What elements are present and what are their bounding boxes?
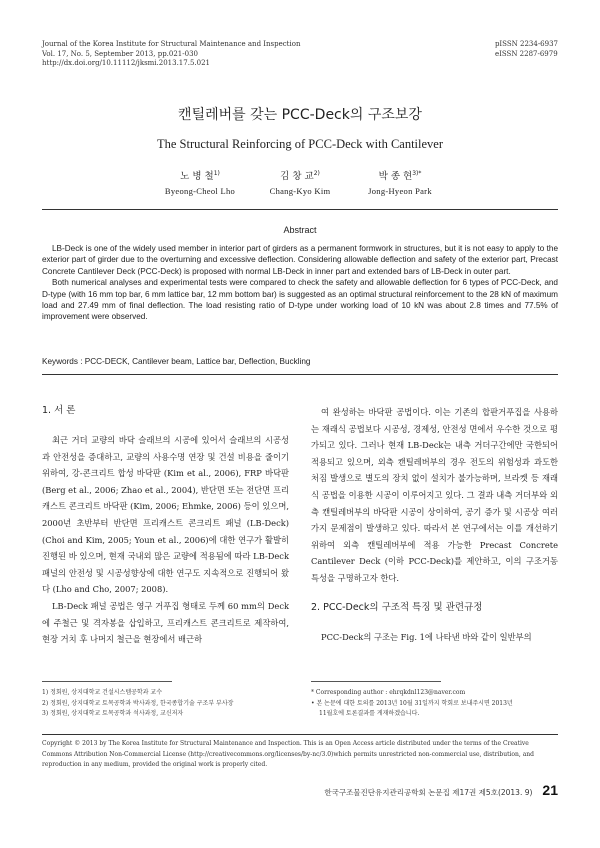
page-footer: [324, 782, 558, 798]
eissn: eISSN 2287-6979: [494, 49, 558, 58]
footnote-3: 3) 정회원, 상지대학교 토목공학과 석사과정, 교신저자: [42, 710, 184, 718]
title-korean: 캔틸레버를 갖는 PCC-Deck의 구조보강: [178, 107, 422, 123]
discussion-note-cont: 11월호에 토론결과를 게재하겠습니다.: [319, 710, 420, 718]
affiliation-footnotes: [42, 688, 289, 720]
doi-link[interactable]: http://dx.doi.org/10.11112/jksmi.2013.17.5.021: [42, 59, 210, 67]
abstract-body: [42, 243, 558, 323]
author-name-en: Jong-Hyeon Park: [368, 186, 432, 196]
author-affil-mark: 1): [213, 169, 220, 177]
author-2: [250, 168, 350, 196]
abstract-heading: Abstract: [283, 225, 317, 235]
body-paragraph: 최근 거더 교량의 바닥 슬래브의 시공에 있어서 슬래브의 시공성과 안전성을 증대하고, 교량의 사용수명 연장 및 건설 비용을 줄이기 위하여, 강-콘크리트 합성 바닥판 (Kim et al., 2006), FRP 바닥판 (Berg et al., 2006; Zhao et al., 2004), 반단면 또는 전단면 프리캐스트 콘크리트 바닥판 (Kim, 2006; Ehmke, 2006) 등이 있으며, 2000년 초반부터 반단면 프리캐스트 콘크리트 패널 (LB-Deck) (Choi and Kim, 2005; Youn et al., 2006)에 대한 연구가 활발히 진행된 바 있으며, 현재 국내외 많은 교량에 적용됨에 따라 LB-Deck 패널의 안전성 및 시공성향상에 대한 연구도 지속적으로 진행되어 왔다 (Lho and Cho, 2007; 2008).: [42, 435, 289, 595]
body-column-right: [311, 404, 558, 645]
keywords: Keywords : PCC-DECK, Cantilever beam, Lattice bar, Deflection, Buckling: [42, 357, 311, 366]
footnote-1: 1) 정회원, 상지대학교 건설시스템공학과 교수: [42, 689, 163, 696]
author-name-ko: 박 종 현: [378, 171, 413, 182]
footer-journal: 한국구조물진단유지관리공학회 논문집 제17권 제5호(2013. 9): [324, 788, 533, 797]
section-1-heading: 1. 서 론: [42, 405, 76, 416]
footnote-2: 2) 정회원, 상지대학교 토목공학과 박사과정, 한국종합기술 구조부 부사장: [42, 699, 234, 707]
copyright-notice: Copyright © 2013 by The Korea Institute for Structural Maintenance and Inspection. This is an Open Access article distributed under the terms of the Creative Commons Attribution Non-Commercial License (http://creativecommons.org/licenses/by-nc/3.0)which permits unrestricted non-commercial use, distribution, and reproduction in any medium, provided the original work is properly cited.: [42, 740, 534, 768]
footnote-rule-left: [42, 681, 172, 682]
corresponding-author: * Corresponding author : ehrqkdnl123@naver.com: [311, 689, 466, 696]
author-affil-mark: 2): [313, 169, 320, 177]
body-paragraph: 여 완성하는 바닥판 공법이다. 이는 기존의 합판거푸집을 사용하는 재래식 공법보다 시공성, 경제성, 안전성 면에서 우수한 것으로 평가되고 있다. 그러나 현재 LB-Deck는 내측 거더구간에만 국한되어 적용되고 있으며, 외측 캔틸레버부의 경우 전도의 위험성과 과도한 처짐 발생으로 별도의 장치 없이 설치가 불가능하며, 브라켓 등 재래식 공법을 이용한 시공이 이루어지고 있다. 그 결과 내측 거더부와 외측 캔틸레버부의 바닥판 시공이 상이하여, 공기 증가 및 시공상 여러 가지 문제점이 발생하고 있다. 따라서 본 연구에서는 이를 개선하기 위하여 외측 캔틸레버부에 적용 가능한 Precast Concrete Cantilever Deck (이하 PCC-Deck)를 제안하고, 이의 구조거동 특성을 구명하고자 한다.: [311, 407, 558, 583]
correspondence-footnotes: [311, 688, 558, 720]
body-column-left: [42, 404, 289, 648]
author-name-ko: 노 병 철: [180, 171, 214, 182]
body-paragraph: PCC-Deck의 구조는 Fig. 1에 나타낸 바와 같이 일반부의: [321, 631, 532, 642]
journal-name: Journal of the Korea Institute for Structural Maintenance and Inspection: [42, 40, 301, 48]
author-name-ko: 김 창 교: [280, 171, 314, 182]
author-name-en: Byeong-Cheol Lho: [164, 186, 236, 196]
abstract-paragraph-1: LB-Deck is one of the widely used member in interior part of girders as a permanent formwork in structures, but it is not easy to apply to the exterior part of girder due to the overturning and excessive deflection. Considering allowable deflection and safety of the exterior part, Precast Concrete Cantilever Deck (PCC-Deck) is proposed with normal LB-Deck in inner part and extended bars of LB-Deck in outer part.: [42, 244, 558, 276]
abstract-bottom-rule: [42, 374, 558, 375]
author-1: [150, 168, 250, 196]
copyright-rule: [42, 734, 558, 735]
discussion-note: • 본 논문에 대한 토의를 2013년 10월 31일까지 학회로 보내주시면 2013년: [311, 699, 513, 707]
abstract-top-rule: [42, 209, 558, 210]
author-affil-mark: 3)*: [412, 169, 422, 177]
author-list: [150, 168, 450, 196]
page-number: 21: [542, 782, 558, 798]
issn-block: [495, 40, 558, 59]
journal-volume: Vol. 17, No. 5, September 2013, pp.021-030: [42, 49, 198, 58]
pissn: pISSN 2234-6937: [494, 40, 558, 48]
author-3: [350, 168, 450, 196]
author-name-en: Chang-Kyo Kim: [269, 186, 331, 196]
title-english: The Structural Reinforcing of PCC-Deck with Cantilever: [156, 137, 444, 151]
section-2-heading: 2. PCC-Deck의 구조적 특징 및 관련규정: [311, 601, 483, 613]
abstract-paragraph-2: Both numerical analyses and experimental tests were compared to check the safety and allowable deflection for 6 types of PCC-Deck, and D-type (with 16 mm top bar, 6 mm lattice bar, 12 mm bottom bar) is suggested as an optimal structural reinforcement to the 28 kN of maximum load and 27.49 mm of final deflection. The load resisting ratio of D-type under working load of 10 kN was about 2.8 times and 77.5% of improvement were observed.: [42, 278, 558, 322]
journal-header: [42, 40, 300, 69]
body-paragraph: LB-Deck 패널 공법은 영구 거푸집 형태로 두께 60 mm의 Deck에 주철근 및 격자봉을 삽입하고, 프리캐스트 콘크리트로 제작하여, 현장 거치 후 나머지 철근을 현장에서 배근하: [42, 600, 289, 645]
footnote-rule-right: [311, 681, 441, 682]
